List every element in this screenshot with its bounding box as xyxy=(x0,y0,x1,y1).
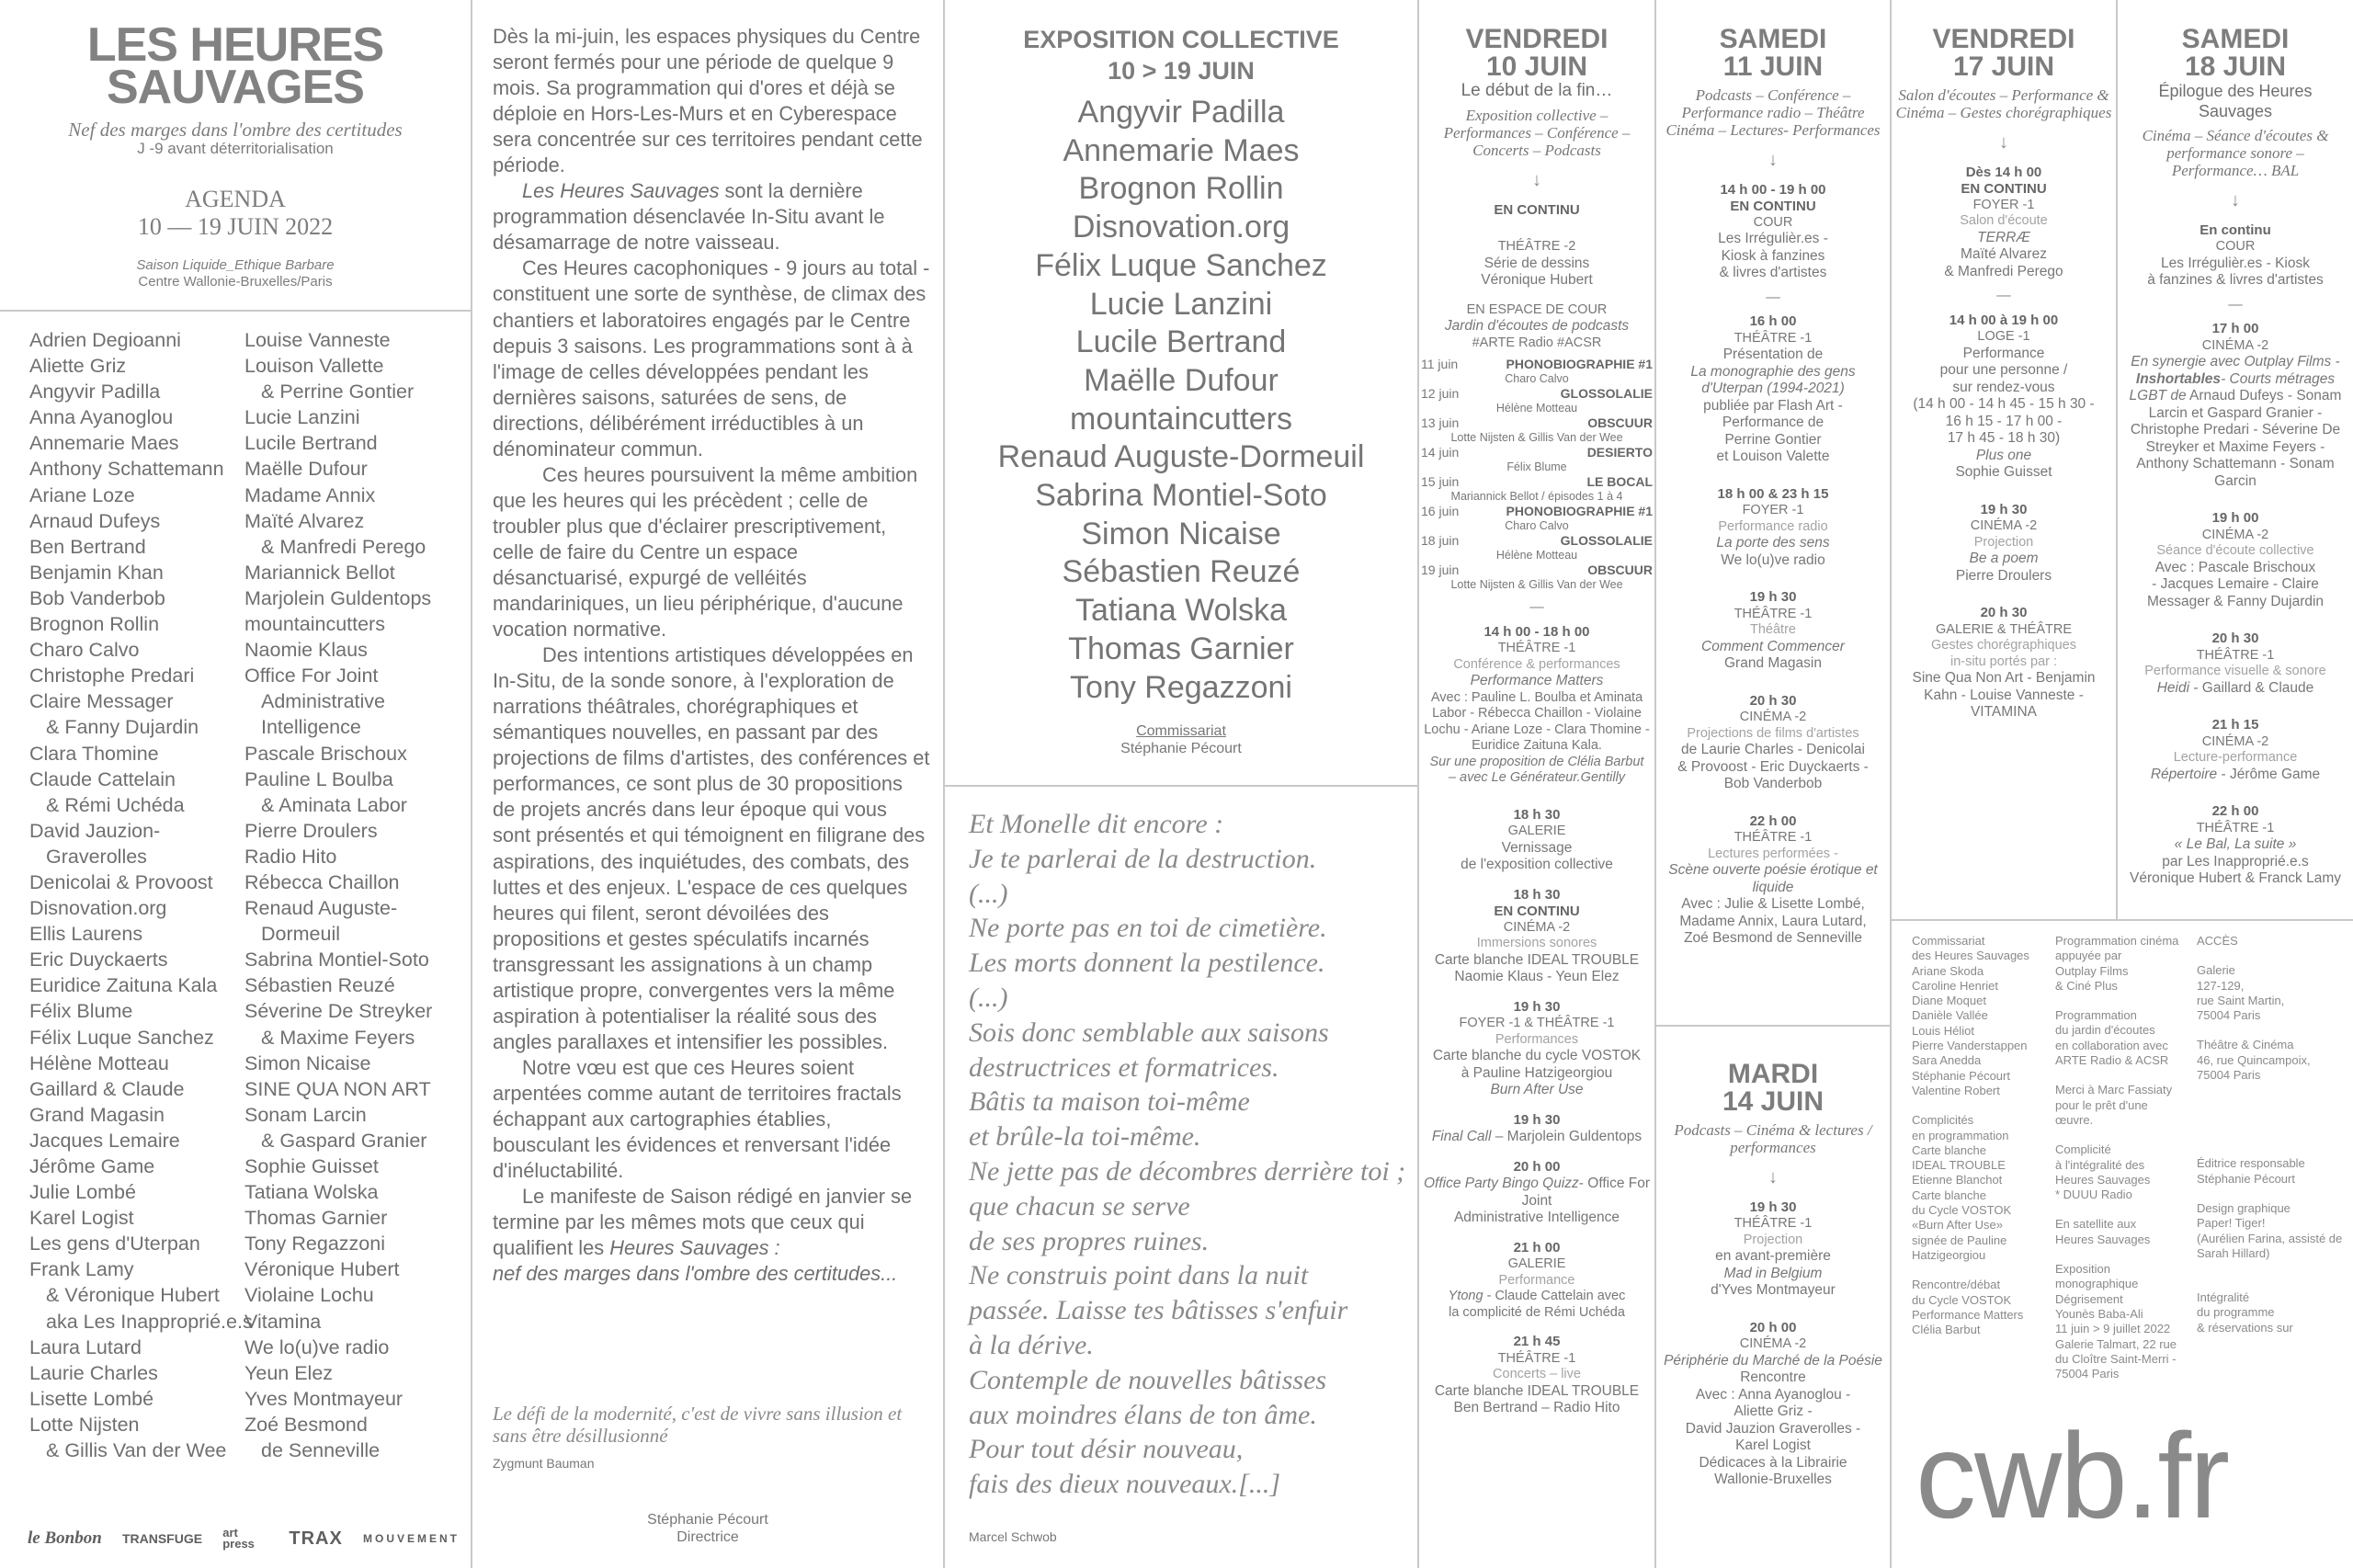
artist-name: Annemarie Maes xyxy=(29,432,179,455)
credit-line: Complicités xyxy=(1912,1113,1974,1128)
credit-line: 127-129, xyxy=(2197,978,2245,993)
poem-line: Ne construis point dans la nuit xyxy=(969,1260,1309,1291)
artist-name: Maïté Alvarez xyxy=(244,509,365,532)
credit-line: Younès Baba-Ali xyxy=(2055,1306,2143,1321)
artist-name: Euridice Zaituna Kala xyxy=(29,974,218,997)
credit-line: * DUUU Radio xyxy=(2055,1187,2132,1202)
arrow-down-icon: ↓ xyxy=(1999,132,2008,153)
artist-name: Claire Messager xyxy=(29,690,174,713)
artist-name: Bob Vanderbob xyxy=(29,586,165,609)
credit-line: 75004 Paris xyxy=(2055,1367,2120,1381)
artist-name: Sébastien Reuzé xyxy=(244,974,395,997)
credit-line: Pierre Vanderstappen xyxy=(1912,1039,2028,1053)
expo-artist: Félix Luque Sanchez xyxy=(1035,247,1327,283)
credit-line: ARTE Radio & ACSR xyxy=(2055,1053,2169,1068)
artist-name: Louison Vallette xyxy=(244,355,384,378)
poem-line: Pour tout désir nouveau, xyxy=(969,1434,1244,1465)
credit-line xyxy=(1912,1263,2050,1278)
schwob-poem xyxy=(969,807,1410,1502)
credit-line: du Cycle VOSTOK xyxy=(1912,1292,2012,1307)
artist-name: Administrative xyxy=(261,690,386,713)
credit-line: en programmation xyxy=(1912,1128,2009,1142)
artist-name: David Jauzion- xyxy=(29,819,161,842)
artist-name: Maëlle Dufour xyxy=(244,458,368,481)
credit-line: Paper! Tiger! xyxy=(2197,1216,2266,1231)
artist-name: Office For Joint xyxy=(244,665,379,687)
expo-title: EXPOSITION COLLECTIVE 10 > 19 JUIN xyxy=(1023,26,1339,85)
day-fri-17: VENDREDI 17 JUIN Salon d'écoutes – Performance & Cinéma – Gestes chorégraphiques ↓ Dès 14 h 00 EN CONTINU FOYER -1 Salon d'écoute TERRÆ Maïté Alvarez & Manfredi Perego — 14 h 00 à 19 h 00 LOGE -1 Performance pour une personne / sur rendez-vous (14 h 00 - 14 h 45 - 15 h 30 - 16 h 15 - 17 h 00 - 17 h 45 - 18 h 30) Plus one Sophie Guisset 19 h 30 CINÉMA -2 Projection Be a poem Pierre Droulers 20 h 30 GALERIE & THÉÂTRE Gestes chorégraphiques in-situ portés par : Sine Qua Non Art - Benjamin Kahn - Louise Vanneste - VITAMINA xyxy=(1893,26,2114,722)
credit-line xyxy=(2055,1202,2193,1217)
artist-name: aka Les Inapproprié.e.s xyxy=(46,1310,253,1333)
credit-line: Carte blanche xyxy=(1912,1142,1986,1157)
credit-line xyxy=(2197,1023,2344,1038)
credit-line: en collaboration avec xyxy=(2055,1038,2168,1052)
artist-name: Ariane Loze xyxy=(29,483,135,506)
credit-line: du jardin d'écoutes xyxy=(2055,1023,2155,1038)
artist-name: Disnovation.org xyxy=(29,897,167,920)
poem-line: aux moindres élans de ton âme. xyxy=(969,1399,1317,1430)
credit-line: du Cycle VOSTOK xyxy=(1912,1203,2012,1218)
agenda-dates: 10 — 19 JUIN 2022 xyxy=(137,213,334,240)
logo-lebonbon: le Bonbon xyxy=(28,1528,102,1548)
credit-line: ACCÈS xyxy=(2197,934,2238,948)
credits-col-3 xyxy=(2197,934,2344,1335)
credit-line xyxy=(2197,1261,2344,1276)
credit-line xyxy=(2197,1142,2344,1156)
artist-name: Louise Vanneste xyxy=(244,329,391,351)
credit-line: Galerie Talmart, 22 rue xyxy=(2055,1336,2177,1351)
artist-name: Ellis Laurens xyxy=(29,923,143,946)
artist-name: We lo(u)ve radio xyxy=(244,1335,390,1358)
credit-line: Outplay Films xyxy=(2055,963,2129,978)
credit-line xyxy=(2197,1187,2344,1201)
artist-name: Laurie Charles xyxy=(29,1361,158,1384)
artist-name: Christophe Predari xyxy=(29,665,195,687)
credit-line: pour le prêt d'une xyxy=(2055,1097,2148,1112)
poem-line: Les morts donnent la pestilence. xyxy=(969,948,1325,979)
artist-name: Charo Calvo xyxy=(29,639,140,662)
credit-line: signée de Pauline xyxy=(1912,1233,2007,1247)
logo-transfuge: TRANSFUGE xyxy=(121,1531,203,1546)
venue: Centre Wallonie-Bruxelles/Paris xyxy=(138,274,333,290)
artist-name: Jacques Lemaire xyxy=(29,1129,180,1152)
artist-name: & Gillis Van der Wee xyxy=(46,1439,227,1462)
artist-name: & Rémi Uchéda xyxy=(46,793,185,816)
artist-name: Clara Thomine xyxy=(29,742,159,765)
credit-line: Complicité xyxy=(2055,1142,2111,1157)
rule-5 xyxy=(1890,0,1892,1568)
day-tue-14: MARDI 14 JUIN Podcasts – Cinéma & lectures / performances ↓ 19 h 30 THÉÂTRE -1 Projection en avant-première Mad in Belgium d'Yves Montmayeur 20 h 00 CINÉMA -2 Périphérie du Marché de la Poésie Rencontre Avec : Anna Ayanoglou - Aliette Griz - David Jauzion Graverolles - Karel Logist Dédicaces à la Librairie Wallonie-Bruxelles xyxy=(1658,1061,1888,1489)
credit-line: Ariane Skoda xyxy=(1912,963,1984,978)
column-header xyxy=(0,0,471,1568)
credits-col-1 xyxy=(1912,934,2050,1337)
poem-line: Bâtis ta maison toi-même xyxy=(969,1086,1250,1118)
artist-name: & Véronique Hubert xyxy=(46,1284,220,1307)
poem-line: et brûle-la toi-même. xyxy=(969,1121,1201,1153)
credit-line: Programmation cinéma xyxy=(2055,934,2179,948)
artist-name: Dormeuil xyxy=(261,923,341,946)
poem-line: Contemple de nouvelles bâtisses xyxy=(969,1364,1327,1395)
expo-artist: Renaud Auguste-Dormeuil xyxy=(997,439,1365,475)
artist-name: Sonam Larcin xyxy=(244,1103,367,1126)
artist-name: Naomie Klaus xyxy=(244,639,368,662)
credit-line xyxy=(2055,1247,2193,1262)
artist-name: Tatiana Wolska xyxy=(244,1181,379,1204)
artist-name: Véronique Hubert xyxy=(244,1258,400,1281)
logo-trax: TRAX xyxy=(289,1528,343,1549)
artist-name: & Perrine Gontier xyxy=(261,381,415,403)
podcast-item: 19 juin OBSCUUR Lotte Nijsten & Gillis Van der Wee xyxy=(1421,562,1653,591)
tagline: Nef des marges dans l'ombre des certitudes xyxy=(68,119,403,141)
artist-name: Tony Regazzoni xyxy=(244,1233,385,1256)
poem-line: à la dérive. xyxy=(969,1329,1094,1360)
credit-line: Danièle Vallée xyxy=(1912,1008,1988,1023)
credit-line: du Cloître Saint-Merri - xyxy=(2055,1351,2177,1366)
day-fri-10: VENDREDI 10 JUIN Le début de la fin… Exposition collective – Performances – Conférence – Concerts – Podcasts ↓ EN CONTINU THÉÂTRE -2 Série de dessins Véronique Hubert EN ESPACE DE COUR Jardin d'écoutes de podcasts #ARTE Radio #ACSR 11 juin PHONOBIOGRAPHIE #1 Charo Calvo 12 juin GLOSSOLALIE Hélène Motteau 13 juin OBSCUUR Lotte Nijsten & Gillis Van der Wee 14 juin DESIERTO Félix Blume 15 juin LE BOCAL Mariannick Bellot / épisodes 1 à 4 16 juin PHONOBIOGRAPHIE #1 Charo Calvo 18 juin GLOSSOLALIE Hélène Motteau 19 juin OBSCUUR Lotte Nijsten & Gillis Van der Wee — 14 h 00 - 18 h 00 THÉÂTRE -1 Conférence & performances Performance Matters Avec : Pauline L. Boulba et Aminata Labor - Rébecca Chaillon - Violaine Lochu - Ariane Loze - Clara Thomine - Euridice Zaituna Kala. Sur une proposition de Clélia Barbut – avec Le Générateur.Gentilly 18 h 30 GALERIE Vernissage de l'exposition collective 18 h 30 EN CONTINU CINÉMA -2 Immersions sonores Carte blanche IDEAL TROUBLE Naomie Klaus - Yeun Elez 19 h 30 FOYER -1 & THÉÂTRE -1 Performances Carte blanche du cycle VOSTOK à Pauline Hatzigeorgiou Burn After Use 19 h 30 Final Call – Marjolein Guldentops 20 h 00 Office Party Bingo Quizz- Office For Joint Administrative Intelligence 21 h 00 GALERIE Performance Ytong - Claude Cattelain avec la complicité de Rémi Uchéda 21 h 45 THÉÂTRE -1 Concerts – live Carte blanche IDEAL TROUBLE Ben Bertrand – Radio Hito xyxy=(1421,24,1653,1415)
credit-line: Programmation xyxy=(2055,1008,2137,1023)
expo-artist: Maëlle Dufour xyxy=(1084,362,1279,398)
artist-name: Violaine Lochu xyxy=(244,1284,374,1307)
artist-name: Arnaud Dufeys xyxy=(29,509,161,532)
expo-artist: Brognon Rollin xyxy=(1078,171,1284,207)
column-exhibition xyxy=(945,0,1417,1568)
logo-artpress: art press xyxy=(222,1526,255,1551)
credits-col-2 xyxy=(2055,934,2193,1381)
credit-line: Heures Sauvages xyxy=(2055,1232,2151,1246)
bauman-quote: Le défi de la modernité, c'est de vivre sans illusion et sans être désillusionné xyxy=(493,1403,903,1447)
credit-line: appuyée par xyxy=(2055,949,2122,963)
rule-3 xyxy=(1417,0,1419,1568)
expo-artist: Sabrina Montiel-Soto xyxy=(1035,478,1327,514)
credit-line xyxy=(2055,1128,2193,1142)
expo-artist: Sébastien Reuzé xyxy=(1062,554,1301,590)
artist-name: Sophie Guisset xyxy=(244,1155,379,1177)
poem-line: Et Monelle dit encore : xyxy=(969,809,1224,839)
credit-line: du programme xyxy=(2197,1305,2275,1320)
credit-line: Valentine Robert xyxy=(1912,1083,2000,1097)
artist-name: Eric Duyckaerts xyxy=(29,949,168,971)
credit-line: des Heures Sauvages xyxy=(1912,949,2029,963)
podcast-item: 11 juin PHONOBIOGRAPHIE #1 Charo Calvo xyxy=(1421,357,1653,385)
artist-name: Aliette Griz xyxy=(29,355,127,378)
artist-name: Benjamin Khan xyxy=(29,561,164,584)
column-manifesto xyxy=(472,0,943,1568)
credit-line: Théâtre & Cinéma xyxy=(2197,1038,2294,1052)
artist-name: & Manfredi Perego xyxy=(261,535,426,558)
artist-name: de Senneville xyxy=(261,1439,381,1462)
artist-name: & Gaspard Granier xyxy=(261,1129,427,1152)
credit-line: En satellite aux xyxy=(2055,1217,2137,1232)
credit-line: Louis Héliot xyxy=(1912,1023,1974,1038)
artist-name: & Maxime Feyers xyxy=(261,1026,415,1049)
credit-line: Sara Anedda xyxy=(1912,1053,1982,1068)
credit-line: à l'intégralité des xyxy=(2055,1157,2145,1172)
logo-mouvement: MOUVEMENT xyxy=(362,1532,460,1545)
artist-name: Claude Cattelain xyxy=(29,767,176,790)
credit-line: Etienne Blanchot xyxy=(1912,1173,2003,1187)
artist-name: Rébecca Chaillon xyxy=(244,870,400,893)
poem-line: passée. Laisse tes bâtisses s'enfuir xyxy=(969,1295,1348,1326)
credit-line: 11 juin > 9 juillet 2022 xyxy=(2055,1322,2171,1336)
credit-line: Galerie xyxy=(2197,963,2235,978)
credit-line: monographique xyxy=(2055,1277,2139,1291)
artist-name: Yeun Elez xyxy=(244,1361,334,1384)
poem-line: Sois donc semblable aux saisons xyxy=(969,1017,1329,1048)
artist-name: Yves Montmayeur xyxy=(244,1387,404,1410)
credit-line xyxy=(2197,1112,2344,1127)
artist-name: Hélène Motteau xyxy=(29,1051,169,1074)
artist-list-right xyxy=(244,327,432,1463)
credit-line: (Aurélien Farina, assisté de Sarah Hillard) xyxy=(2197,1231,2343,1260)
artist-name: & Fanny Dujardin xyxy=(46,716,199,739)
artist-name: Simon Nicaise xyxy=(244,1051,371,1074)
credit-line: Rencontre/débat xyxy=(1912,1278,2001,1292)
arrow-down-icon: ↓ xyxy=(1768,150,1778,170)
expo-artist: Tatiana Wolska xyxy=(1075,593,1287,629)
artist-name: Félix Luque Sanchez xyxy=(29,1026,214,1049)
artist-name: & Aminata Labor xyxy=(261,793,407,816)
credit-line: Dégrisement xyxy=(2055,1291,2123,1306)
day-sat-18: SAMEDI 18 JUIN Épilogue des Heures Sauvages Cinéma – Séance d'écoutes & performance sonore – Performance… BAL ↓ En continu COUR Les Irrégulièr.es - Kiosk à fanzines & livres d'artistes — 17 h 00 CINÉMA -2 En synergie avec Outplay Films - Inshortables- Courts métrages LGBT de Arnaud Dufeys - Sonam Larcin et Gaspard Granier - Christophe Predari - Séverine De Streyker et Maxime Feyers - Anthony Schattemann - Sonam Garcin 19 h 00 CINÉMA -2 Séance d'écoute collective Avec : Pascale Brischoux - Jacques Lemaire - Claire Messager & Fanny Dujardin 20 h 30 THÉÂTRE -1 Performance visuelle & sonore Heidi - Gaillard & Claude 21 h 15 CINÉMA -2 Lecture-performance Répertoire - Jérôme Game 22 h 00 THÉÂTRE -1 « Le Bal, La suite » par Les Inapproprié.e.s Véronique Hubert & Franck Lamy xyxy=(2121,26,2349,888)
credit-line: Merci à Marc Fassiaty xyxy=(2055,1083,2173,1097)
partner-logos xyxy=(28,1528,460,1550)
website-link[interactable]: cwb.fr xyxy=(1915,1408,2229,1543)
credit-line: & Ciné Plus xyxy=(2055,978,2118,993)
artist-name: Thomas Garnier xyxy=(244,1207,388,1230)
expo-artist: Lucie Lanzini xyxy=(1089,286,1273,322)
credit-line: Exposition xyxy=(2055,1262,2110,1277)
artist-name: Madame Annix xyxy=(244,483,376,506)
credit-line: Diane Moquet xyxy=(1912,994,1986,1008)
credit-line: Stéphanie Pécourt xyxy=(2197,1171,2295,1186)
main-title: LES HEURES SAUVAGES xyxy=(86,18,384,114)
credit-line: & réservations sur xyxy=(2197,1320,2293,1335)
artist-name: Pierre Droulers xyxy=(244,819,378,842)
credit-line: Clélia Barbut xyxy=(1912,1323,1981,1337)
expo-artist: mountaincutters xyxy=(1070,401,1292,437)
rule-6 xyxy=(2116,0,2118,919)
credit-line: Performance Matters xyxy=(1912,1307,2024,1322)
artist-name: Sabrina Montiel-Soto xyxy=(244,949,429,971)
credit-line xyxy=(2197,949,2344,963)
artist-name: Les gens d'Uterpan xyxy=(29,1233,200,1256)
artist-name: Séverine De Streyker xyxy=(244,1000,433,1023)
expo-artist: Disnovation.org xyxy=(1072,210,1290,245)
rule-h3 xyxy=(1656,1025,1890,1027)
credit-line: 46, rue Quincampoix, xyxy=(2197,1052,2311,1067)
artist-name: Intelligence xyxy=(261,716,361,739)
poem-line: Je te parlerai de la destruction. xyxy=(969,843,1317,874)
expo-artist: Annemarie Maes xyxy=(1063,132,1300,168)
credit-line xyxy=(1912,1098,2050,1113)
artist-name: Gaillard & Claude xyxy=(29,1077,185,1100)
expo-artist: Angyvir Padilla xyxy=(1077,95,1285,130)
podcast-item: 12 juin GLOSSOLALIE Hélène Motteau xyxy=(1421,386,1653,415)
podcast-list xyxy=(1421,357,1653,592)
artist-name: Angyvir Padilla xyxy=(29,381,161,403)
signature: Stéphanie Pécourt Directrice xyxy=(647,1512,768,1545)
artist-name: Adrien Degioanni xyxy=(29,329,181,351)
rule-h4 xyxy=(1892,919,2353,921)
credit-line: œuvre. xyxy=(2055,1112,2094,1127)
poem-line: fais des dieux nouveaux.[...] xyxy=(969,1469,1281,1500)
credit-line: Intégralité xyxy=(2197,1290,2250,1305)
credit-line xyxy=(2055,994,2193,1008)
arrow-down-icon: ↓ xyxy=(2231,190,2240,210)
artist-name: Lisette Lombé xyxy=(29,1387,154,1410)
saison: Saison Liquide_Ethique Barbare xyxy=(136,257,335,273)
artist-name: Karel Logist xyxy=(29,1207,134,1230)
podcast-item: 14 juin DESIERTO Félix Blume xyxy=(1421,445,1653,473)
artist-name: Laura Lutard xyxy=(29,1335,142,1358)
poem-line: de ses propres ruines. xyxy=(969,1225,1210,1256)
poem-line: destructrices et formatrices. xyxy=(969,1051,1279,1083)
credit-line: Design graphique xyxy=(2197,1200,2290,1215)
poem-line: Ne porte pas en toi de cimetière. xyxy=(969,913,1327,944)
credit-line: Heures Sauvages xyxy=(2055,1172,2151,1187)
credit-line: IDEAL TROUBLE xyxy=(1912,1158,2006,1173)
artist-name: Renaud Auguste- xyxy=(244,897,398,920)
artist-name: Anna Ayanoglou xyxy=(29,406,174,429)
credit-line xyxy=(2055,1068,2193,1083)
artist-name: Lotte Nijsten xyxy=(29,1413,140,1436)
poem-line: que chacun se serve xyxy=(969,1190,1190,1221)
day-sat-11: SAMEDI 11 JUIN Podcasts – Conférence – Performance radio – Théâtre Cinéma – Lectures- Performances ↓ 14 h 00 - 19 h 00 EN CONTINU COUR Les Irrégulièr.es - Kiosk à fanzines & livres d'artistes — 16 h 00 THÉÂTRE -1 Présentation de La monographie des gens d'Uterpan (1994-2021) publiée par Flash Art - Performance de Perrine Gontier et Louison Valette 18 h 00 & 23 h 15 FOYER -1 Performance radio La porte des sens We lo(u)ve radio 19 h 30 THÉÂTRE -1 Théâtre Comment Commencer Grand Magasin 20 h 30 CINÉMA -2 Projections de films d'artistes de Laurie Charles - Denicolai & Provoost - Eric Duyckaerts - Bob Vanderbob 22 h 00 THÉÂTRE -1 Lectures performées - Scène ouverte poésie érotique et liquide Avec : Julie & Lisette Lombé, Madame Annix, Laura Lutard, Zoé Besmond de Senneville xyxy=(1658,26,1888,948)
artist-name: Félix Blume xyxy=(29,1000,133,1023)
artist-name: Frank Lamy xyxy=(29,1258,134,1281)
artist-name: Grand Magasin xyxy=(29,1103,165,1126)
credit-line: «Burn After Use» xyxy=(1912,1218,2003,1233)
artist-name: SINE QUA NON ART xyxy=(244,1077,431,1100)
poem-line: (...) xyxy=(969,982,1008,1013)
podcast-item: 15 juin LE BOCAL Mariannick Bellot / épisodes 1 à 4 xyxy=(1421,474,1653,503)
curator: Commissariat Stéphanie Pécourt xyxy=(1120,723,1242,756)
expo-artist: Thomas Garnier xyxy=(1068,631,1294,666)
artist-name: Julie Lombé xyxy=(29,1181,136,1204)
artist-name: Brognon Rollin xyxy=(29,613,160,636)
artist-name: Marjolein Guldentops xyxy=(244,586,432,609)
arrow-down-icon: ↓ xyxy=(1768,1167,1778,1187)
poem-author: Marcel Schwob xyxy=(969,1529,1057,1544)
credit-line: 75004 Paris xyxy=(2197,1068,2261,1083)
artist-name: Anthony Schattemann xyxy=(29,458,224,481)
artist-list-left xyxy=(29,327,253,1463)
expo-artist: Tony Regazzoni xyxy=(1070,669,1292,705)
podcast-item: 18 juin GLOSSOLALIE Hélène Motteau xyxy=(1421,533,1653,562)
credit-line: Hatzigeorgiou xyxy=(1912,1247,1986,1262)
artist-name: Pascale Brischoux xyxy=(244,742,407,765)
credit-line xyxy=(2197,1097,2344,1112)
artist-name: Jérôme Game xyxy=(29,1155,155,1177)
credit-line: Stéphanie Pécourt xyxy=(1912,1068,2010,1083)
artist-name: Radio Hito xyxy=(244,845,337,868)
expo-artist: Simon Nicaise xyxy=(1081,516,1281,551)
artist-name: Mariannick Bellot xyxy=(244,561,395,584)
artist-name: mountaincutters xyxy=(244,613,385,636)
credit-line xyxy=(2197,1083,2344,1097)
podcast-item: 16 juin PHONOBIOGRAPHIE #1 Charo Calvo xyxy=(1421,504,1653,532)
countdown: J -9 avant déterritorialisation xyxy=(137,140,334,157)
credit-line: rue Saint Martin, xyxy=(2197,993,2285,1007)
credit-line: Carte blanche xyxy=(1912,1187,1986,1202)
bauman-author: Zygmunt Bauman xyxy=(493,1456,595,1471)
credit-line xyxy=(2197,1276,2344,1290)
manifesto-text: Dès la mi-juin, les espaces physiques du Centre seront fermés pour une période de quelque 9 mois. Sa programmation qui d'ores et déjà se déploie en Hors-Les-Murs et en Cyberespace sera concentrée sur ces territoires pendant cette période. Les Heures Sauvages sont la dernière programmation désenclavée In-Situ avant le désamarrage de notre vaisseau. Ces Heures cacophoniques - 9 jours au total - constituent une sorte de synthèse, de climax des chantiers et laboratoires engagés par le Centre depuis 3 saisons. Les programmations sont à à l'image de celles développées pendant les dernières saisons, saturées de sens, de directions, délibérément irréductibles à un dénominateur commun. Ces heures poursuivent la même ambition que les heures qui les précèdent ; celle de troubler plus que d'éclairer prescriptivement, celle de faire du Centre un espace désanctuarisé, expurgé de velléités mandariniques, un lieu périphérique, d'aucune vocation normative. Des intentions artistiques développées en In-Situ, de la sonde sonore, à l'exploration de narrations théâtrales, chorégraphiques et sémantiques nouvelles, en passant par des projections de films d'artistes, des conférences et performances, ce sont plus de 30 propositions de projets ancrés dans leur époque qui vous sont présentés et qui témoignent en filigrane des aspirations, des inquiétudes, des combats, des luttes et des enjeux. L'espace de ces quelques heures qui filent, seront dévoilées des propositions et gestes spéculatifs incarnés transgressant les assignations à un champ artistique propre, convergentes vers la même aspiration à potentialiser la réalité sous des angles parallaxes et intensifier les possibles. Notre vœu est que ces Heures soient arpentées comme autant de territoires fractals échappant aux cartographies établies, bousculant les évidences et renversant l'idée d'inéluctabilité. Le manifeste de Saison rédigé en janvier se termine par les mêmes mots que ceux qui qualifient les Heures Sauvages : nef des marges dans l'ombre des certitudes... xyxy=(493,25,930,1286)
expo-artist: Lucile Bertrand xyxy=(1075,324,1287,360)
arrow-down-icon: ↓ xyxy=(1532,170,1541,190)
artist-name: Denicolai & Provoost xyxy=(29,870,213,893)
artist-name: Lucie Lanzini xyxy=(244,406,360,429)
credit-line: 75004 Paris xyxy=(2197,1008,2261,1023)
artist-name: Zoé Besmond xyxy=(244,1413,368,1436)
credit-line xyxy=(2197,1127,2344,1142)
artist-name: Graverolles xyxy=(46,845,147,868)
artist-name: Ben Bertrand xyxy=(29,535,146,558)
artist-name: Pauline L Boulba xyxy=(244,767,393,790)
agenda-label: AGENDA xyxy=(185,186,286,212)
poem-line: (...) xyxy=(969,878,1008,909)
rule-4 xyxy=(1654,0,1656,1568)
poem-line: Ne jette pas de décombres derrière toi ; xyxy=(969,1155,1406,1187)
credit-line: Caroline Henriet xyxy=(1912,978,1998,993)
expo-artist-list xyxy=(945,94,1417,707)
artist-name: Lucile Bertrand xyxy=(244,432,378,455)
credit-line: Commissariat xyxy=(1912,934,1985,948)
podcast-item: 13 juin OBSCUUR Lotte Nijsten & Gillis Van der Wee xyxy=(1421,415,1653,444)
credit-line: Éditrice responsable xyxy=(2197,1156,2305,1171)
artist-name: Vitamina xyxy=(244,1310,322,1333)
